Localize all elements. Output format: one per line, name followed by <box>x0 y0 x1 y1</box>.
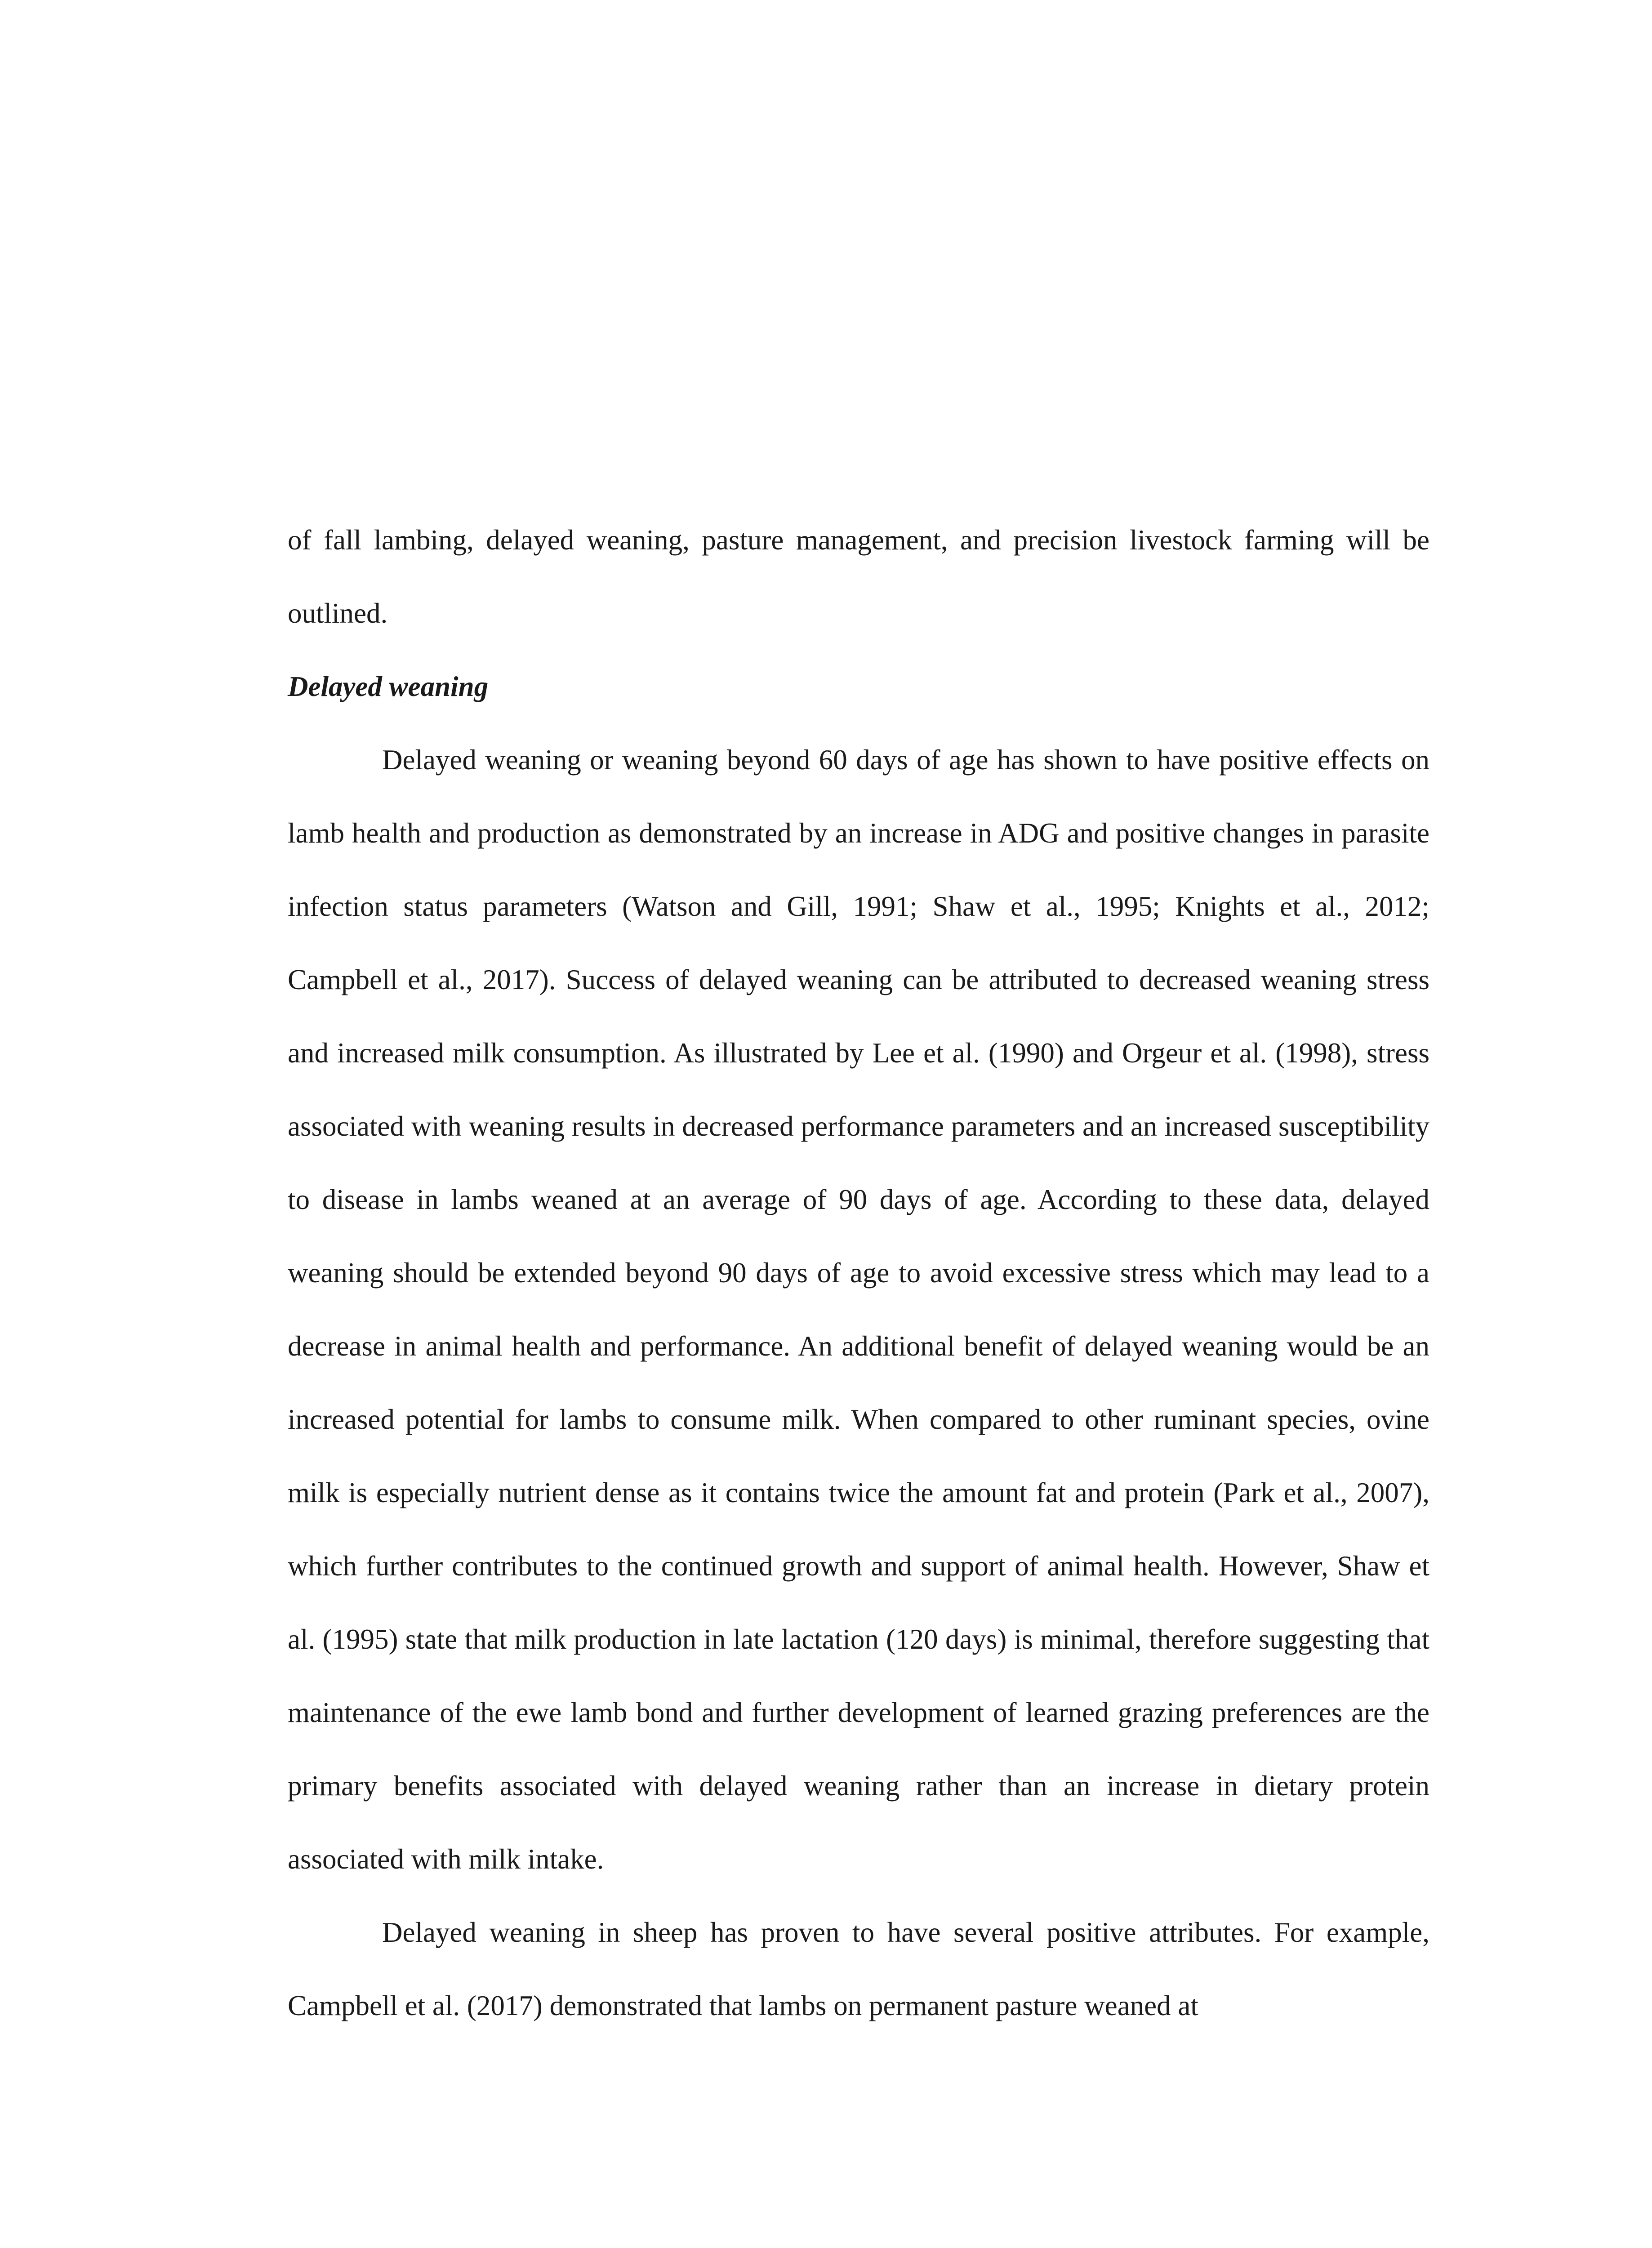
paragraph: Delayed weaning in sheep has proven to have several positive attributes. For example, Campbell et al. (2017) demonstrated that lambs on permanent pasture weaned at <box>288 1917 1429 2021</box>
paragraph-continuation: of fall lambing, delayed weaning, pasture management, and precision livestock farming will be outlined. <box>288 524 1429 629</box>
body-text <box>288 504 1429 2043</box>
section-heading: Delayed weaning <box>288 671 489 702</box>
paragraph: Delayed weaning or weaning beyond 60 days of age has shown to have positive effects on lamb health and production as demonstrated by an increase in ADG and positive changes in parasite infection status parameters (Watson and Gill, 1991; Shaw et al., 1995; Knights et al., 2012; Campbell et al., 2017). Success of delayed weaning can be attributed to decreased weaning stress and increased milk consumption. As illustrated by Lee et al. (1990) and Orgeur et al. (1998), stress associated with weaning results in decreased performance parameters and an increased susceptibility to disease in lambs weaned at an average of 90 days of age. According to these data, delayed weaning should be extended beyond 90 days of age to avoid excessive stress which may lead to a decrease in animal health and performance. An additional benefit of delayed weaning would be an increased potential for lambs to consume milk. When compared to other ruminant species, ovine milk is especially nutrient dense as it contains twice the amount fat and protein (Park et al., 2007), which further contributes to the continued growth and support of animal health. However, Shaw et al. (1995) state that milk production in late lactation (120 days) is minimal, therefore suggesting that maintenance of the ewe lamb bond and further development of learned grazing preferences are the primary benefits associated with delayed weaning rather than an increase in dietary protein associated with milk intake. <box>288 744 1429 1875</box>
